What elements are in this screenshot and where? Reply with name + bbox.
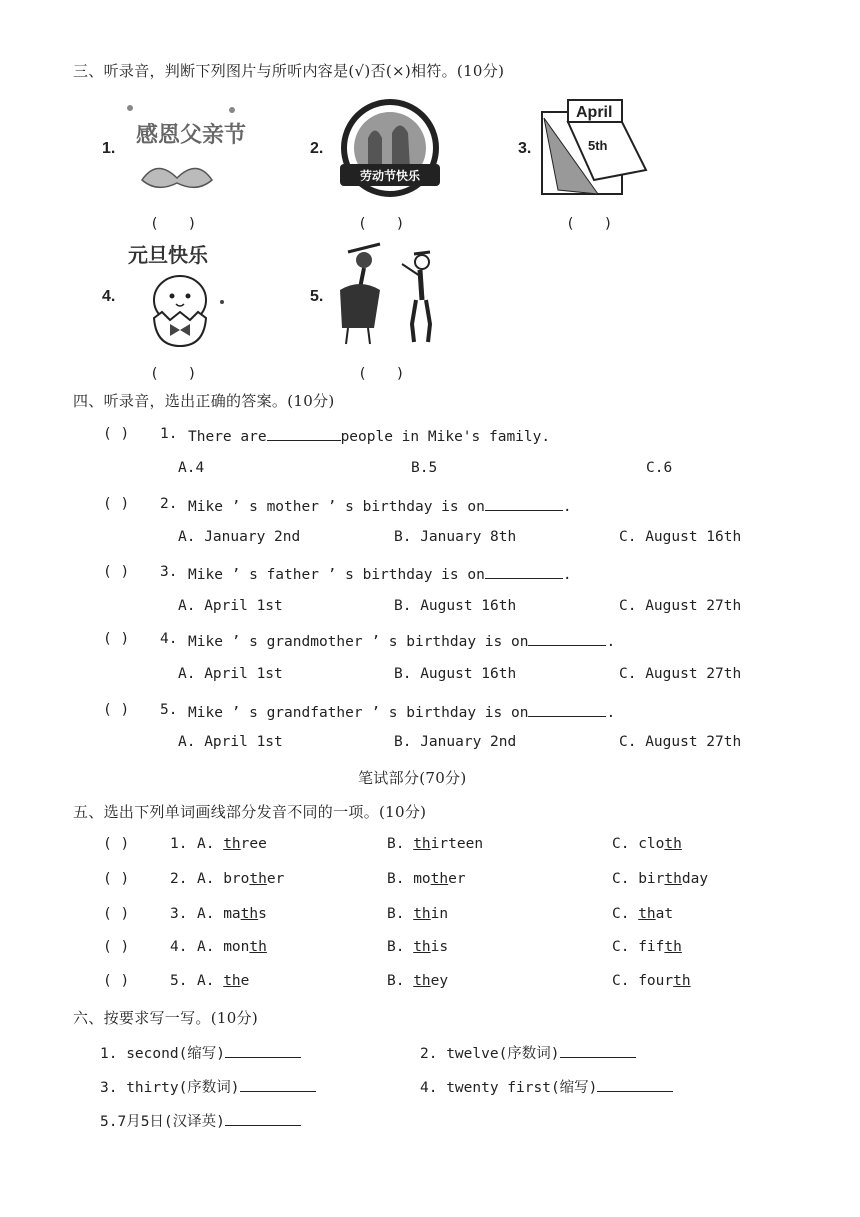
- underlined-part: th: [240, 906, 259, 922]
- option-b: B.5: [411, 460, 438, 476]
- fill-item-4: [420, 1076, 673, 1097]
- section4-title: 四、听录音，选出正确的答案。(10分): [73, 392, 335, 410]
- option-b: [387, 836, 483, 852]
- option-a: A. April 1st: [178, 734, 283, 750]
- option-a: [197, 939, 267, 955]
- option-label: C.: [612, 973, 630, 989]
- written-part-header: 笔试部分(70分): [358, 769, 467, 787]
- option-label: A.: [197, 836, 215, 852]
- question-number: 3.: [170, 906, 188, 922]
- word-part: mon: [223, 939, 250, 955]
- underlined-part: th: [413, 973, 431, 989]
- answer-paren[interactable]: ( ): [150, 366, 197, 382]
- fill-item-prompt: 5.7月5日(汉译英): [100, 1114, 225, 1130]
- question-pre: Mike ’ s grandfather ’ s birthday is on: [188, 705, 529, 721]
- art-text-4: 元旦快乐: [128, 243, 208, 267]
- word-part: clo: [638, 836, 665, 852]
- picture-item-4: [102, 238, 242, 382]
- answer-paren[interactable]: ( ): [103, 426, 130, 442]
- option-a: [197, 973, 249, 989]
- word-part: er: [448, 871, 466, 887]
- answer-blank[interactable]: [560, 1043, 636, 1058]
- word-part: bro: [223, 871, 250, 887]
- word-part: day: [681, 871, 709, 887]
- question-text: [188, 496, 572, 515]
- word-part: in: [430, 906, 449, 922]
- option-b: B. January 8th: [394, 529, 517, 545]
- underlined-part: th: [664, 836, 682, 852]
- fill-item-3: [100, 1076, 316, 1097]
- answer-paren[interactable]: ( ): [103, 973, 130, 989]
- answer-paren[interactable]: ( ): [150, 216, 197, 232]
- question-number: 3.: [160, 564, 178, 580]
- fill-item-5: [100, 1110, 301, 1131]
- answer-blank[interactable]: [225, 1043, 301, 1058]
- art-text-1: 感恩父亲节: [136, 122, 247, 148]
- question-number: 5.: [160, 702, 178, 718]
- option-label: B.: [387, 836, 405, 852]
- option-c: [612, 906, 673, 922]
- underlined-part: th: [413, 906, 431, 922]
- word-part: e: [240, 973, 250, 989]
- option-a: [197, 871, 284, 887]
- option-b: [387, 871, 466, 887]
- option-a: A. January 2nd: [178, 529, 301, 545]
- underlined-part: th: [430, 871, 449, 887]
- section5-title: 五、选出下列单词画线部分发音不同的一项。(10分): [73, 803, 427, 821]
- item-number: 3.: [518, 140, 532, 157]
- fathers-day-logo-icon: [122, 98, 252, 208]
- option-c: C. August 16th: [619, 529, 742, 545]
- item-number: 4.: [102, 288, 116, 305]
- word-part: er: [266, 871, 285, 887]
- answer-blank[interactable]: [240, 1077, 316, 1092]
- option-label: B.: [387, 906, 405, 922]
- item-number: 1.: [102, 140, 116, 157]
- option-label: A.: [197, 973, 215, 989]
- answer-blank[interactable]: [528, 631, 606, 646]
- question-post: .: [562, 567, 572, 583]
- question-text: [188, 564, 572, 583]
- answer-paren[interactable]: ( ): [103, 496, 130, 512]
- option-label: A.: [197, 906, 215, 922]
- underlined-part: th: [223, 973, 241, 989]
- word-part: fif: [638, 939, 665, 955]
- calendar-icon: [538, 94, 668, 204]
- answer-paren[interactable]: ( ): [103, 702, 130, 718]
- question-text: [188, 426, 550, 445]
- underlined-part: th: [664, 871, 682, 887]
- option-a: [197, 836, 267, 852]
- picture-item-3: [518, 94, 668, 232]
- answer-blank[interactable]: [485, 564, 563, 579]
- option-b: B. August 16th: [394, 666, 517, 682]
- option-label: A.: [197, 871, 215, 887]
- answer-blank[interactable]: [528, 702, 606, 717]
- picture-item-5: [310, 238, 450, 382]
- question-number: 4.: [170, 939, 188, 955]
- underlined-part: th: [249, 939, 267, 955]
- option-label: C.: [612, 836, 630, 852]
- question-number: 1.: [170, 836, 188, 852]
- underlined-part: th: [249, 871, 267, 887]
- question-post: people in Mike's family.: [340, 429, 551, 445]
- word-part: four: [638, 973, 674, 989]
- answer-paren[interactable]: ( ): [103, 564, 130, 580]
- option-a: A. April 1st: [178, 666, 283, 682]
- picture-item-1: [102, 98, 247, 232]
- option-c: [612, 836, 682, 852]
- question-text: [188, 702, 615, 721]
- calendar-month: April: [576, 104, 613, 121]
- answer-paren[interactable]: ( ): [358, 366, 405, 382]
- option-label: C.: [612, 871, 630, 887]
- fill-item-prompt: 3. thirty(序数词): [100, 1080, 240, 1096]
- option-b: B. January 2nd: [394, 734, 517, 750]
- question-post: .: [606, 705, 616, 721]
- underlined-part: th: [638, 906, 656, 922]
- art-text-2: 劳动节快乐: [359, 169, 421, 183]
- option-c: [612, 871, 708, 887]
- question-post: .: [606, 634, 616, 650]
- answer-paren[interactable]: ( ): [103, 836, 130, 852]
- option-c: C. August 27th: [619, 666, 742, 682]
- option-c: [612, 973, 691, 989]
- option-c: C. August 27th: [619, 598, 742, 614]
- option-b: [387, 939, 448, 955]
- fill-item-prompt: 4. twenty first(缩写): [420, 1080, 598, 1096]
- option-b: B. August 16th: [394, 598, 517, 614]
- answer-paren[interactable]: ( ): [103, 631, 130, 647]
- word-part: bir: [638, 871, 665, 887]
- question-pre: There are: [188, 429, 267, 445]
- option-c: C. August 27th: [619, 734, 742, 750]
- word-part: ree: [240, 836, 267, 852]
- question-number: 4.: [160, 631, 178, 647]
- answer-paren[interactable]: ( ): [358, 216, 405, 232]
- word-part: mo: [413, 871, 431, 887]
- labor-day-badge-icon: [330, 98, 450, 208]
- option-a: A.4: [178, 460, 205, 476]
- question-number: 1.: [160, 426, 178, 442]
- option-a: [197, 906, 267, 922]
- option-c: [612, 939, 682, 955]
- fill-item-1: [100, 1042, 301, 1063]
- underlined-part: th: [413, 939, 431, 955]
- option-label: B.: [387, 871, 405, 887]
- option-c: C.6: [646, 460, 673, 476]
- fill-item-prompt: 1. second(缩写): [100, 1046, 226, 1062]
- section6-title: 六、按要求写一写。(10分): [73, 1009, 258, 1027]
- word-part: s: [258, 906, 267, 922]
- question-pre: Mike ’ s father ’ s birthday is on: [188, 567, 485, 583]
- underlined-part: th: [413, 836, 431, 852]
- dancing-couple-icon: [330, 238, 450, 353]
- underlined-part: th: [223, 836, 241, 852]
- item-number: 2.: [310, 140, 324, 157]
- word-part: ma: [223, 906, 241, 922]
- answer-paren[interactable]: ( ): [103, 871, 130, 887]
- answer-paren[interactable]: ( ): [566, 216, 613, 232]
- picture-item-2: [310, 98, 450, 232]
- fill-item-2: [420, 1042, 636, 1063]
- answer-paren[interactable]: ( ): [103, 906, 130, 922]
- option-b: [387, 906, 448, 922]
- word-part: irteen: [430, 836, 484, 852]
- option-label: A.: [197, 939, 215, 955]
- question-number: 2.: [170, 871, 188, 887]
- answer-paren[interactable]: ( ): [103, 939, 130, 955]
- option-a: A. April 1st: [178, 598, 283, 614]
- underlined-part: th: [664, 939, 682, 955]
- new-year-chick-icon: [122, 238, 242, 358]
- word-part: ey: [430, 973, 449, 989]
- answer-blank[interactable]: [485, 496, 563, 511]
- word-part: at: [655, 906, 674, 922]
- section3-title: 三、听录音，判断下列图片与所听内容是(√)否(×)相符。(10分): [73, 62, 505, 80]
- question-post: .: [562, 499, 572, 515]
- option-label: B.: [387, 973, 405, 989]
- option-label: B.: [387, 939, 405, 955]
- question-number: 5.: [170, 973, 188, 989]
- question-pre: Mike ’ s grandmother ’ s birthday is on: [188, 634, 529, 650]
- word-part: is: [430, 939, 449, 955]
- fill-item-prompt: 2. twelve(序数词): [420, 1046, 560, 1062]
- answer-blank[interactable]: [267, 426, 341, 441]
- item-number: 5.: [310, 288, 324, 305]
- underlined-part: th: [673, 973, 691, 989]
- answer-blank[interactable]: [597, 1077, 673, 1092]
- question-pre: Mike ’ s mother ’ s birthday is on: [188, 499, 485, 515]
- calendar-day: 5th: [588, 138, 608, 153]
- question-text: [188, 631, 615, 650]
- question-number: 2.: [160, 496, 178, 512]
- option-b: [387, 973, 448, 989]
- answer-blank[interactable]: [225, 1111, 301, 1126]
- option-label: C.: [612, 906, 630, 922]
- option-label: C.: [612, 939, 630, 955]
